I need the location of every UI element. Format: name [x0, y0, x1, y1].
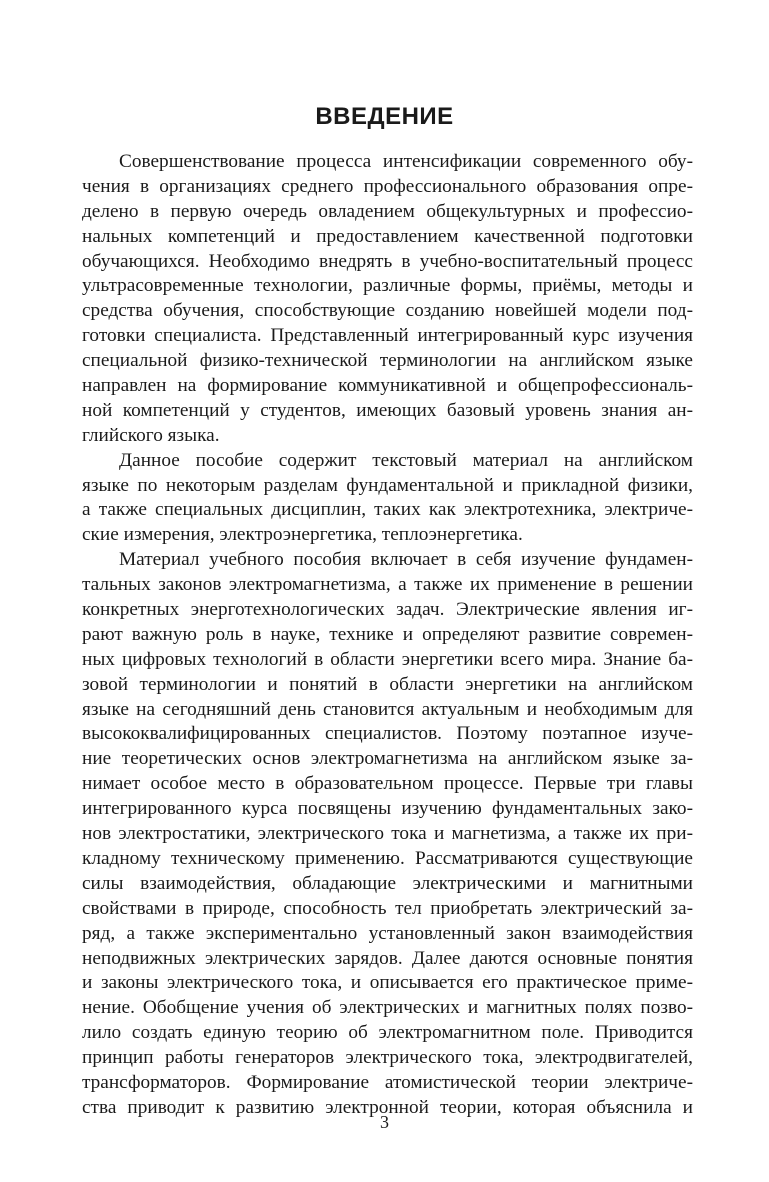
text-line: кладному техническому применению. Рассматриваются существующие [82, 847, 693, 869]
text-line: нение. Обобщение учения об электрических и магнитных полях позво- [82, 997, 693, 1019]
text-line: и законы электрического тока, и описывается его практическое приме- [82, 972, 693, 994]
text-line: свойствами в природе, способность тел приобретать электрический за- [82, 897, 693, 919]
text-line: Совершенствование процесса интенсификации современного обу- [119, 151, 693, 172]
text-line: ства приводит к развитию электронной теории, которая объяснила и [82, 1096, 693, 1118]
text-line: высококвалифицированных специалистов. Поэтому поэтапное изуче- [82, 723, 693, 745]
text-line: ных цифровых технологий в области энергетики всего мира. Знание ба- [82, 648, 693, 670]
text-line: неподвижных электрических зарядов. Далее даются основные понятия [82, 947, 693, 969]
text-line: языке по некоторым разделам фундаментальной и прикладной физики, [82, 474, 693, 496]
text-line: готовки специалиста. Представленный интегрированный курс изучения [82, 325, 693, 347]
text-line: интегрированного курса посвящены изучению фундаментальных зако- [82, 798, 693, 820]
text-line: а также специальных дисциплин, таких как электротехника, электриче- [82, 499, 693, 521]
text-line: нальных компетенций и предоставлением качественной подготовки [82, 225, 693, 247]
text-line: направлен на формирование коммуникативной и общепрофессиональ- [82, 375, 693, 397]
text-line: Материал учебного пособия включает в себя изучение фундамен- [119, 549, 693, 571]
page-number: 3 [380, 1112, 389, 1132]
text-line: ряд, а также экспериментально установленный закон взаимодействия [82, 922, 693, 944]
page-title: ВВЕДЕНИЕ [315, 103, 454, 130]
text-line: нимает особое место в образовательном процессе. Первые три главы [82, 773, 693, 795]
text-line: принцип работы генераторов электрического тока, электродвигателей, [82, 1047, 693, 1069]
text-line: глийского языка. [82, 424, 220, 446]
text-line: нов электростатики, электрического тока и магнетизма, а также их при- [82, 823, 693, 845]
text-line: силы взаимодействия, обладающие электрическими и магнитными [82, 872, 693, 894]
text-line: рают важную роль в науке, технике и определяют развитие современ- [82, 623, 693, 645]
text-line: трансформаторов. Формирование атомистической теории электриче- [82, 1071, 693, 1093]
text-line: лило создать единую теорию об электромагнитном поле. Приводится [82, 1022, 693, 1044]
text-line: обучающихся. Необходимо внедрять в учебно-воспитательный процесс [82, 250, 693, 272]
text-line: делено в первую очередь овладением общекультурных и профессио- [82, 200, 693, 222]
text-line: тальных законов электромагнетизма, а также их применение в решении [82, 574, 693, 596]
text-line: Данное пособие содержит текстовый материал на английском [119, 449, 693, 471]
text-line: зовой терминологии и понятий в области энергетики на английском [82, 673, 693, 695]
text-line: ной компетенций у студентов, имеющих базовый уровень знания ан- [82, 399, 693, 421]
text-line: средства обучения, способствующие созданию новейшей модели под- [82, 300, 693, 322]
text-line: ские измерения, электроэнергетика, теплоэнергетика. [82, 524, 523, 546]
text-line: специальной физико-технической терминологии на английском языке [82, 350, 693, 372]
text-line: языке на сегодняшний день становится актуальным и необходимым для [82, 698, 693, 720]
body-text [82, 150, 693, 1121]
text-line: конкретных энерготехнологических задач. Электрические явления иг- [82, 599, 693, 621]
text-line: ультрасовременные технологии, различные формы, приёмы, методы и [82, 275, 693, 297]
text-line: ние теоретических основ электромагнетизма на английском языке за- [82, 748, 693, 770]
text-line: чения в организациях среднего профессионального образования опре- [82, 175, 693, 197]
